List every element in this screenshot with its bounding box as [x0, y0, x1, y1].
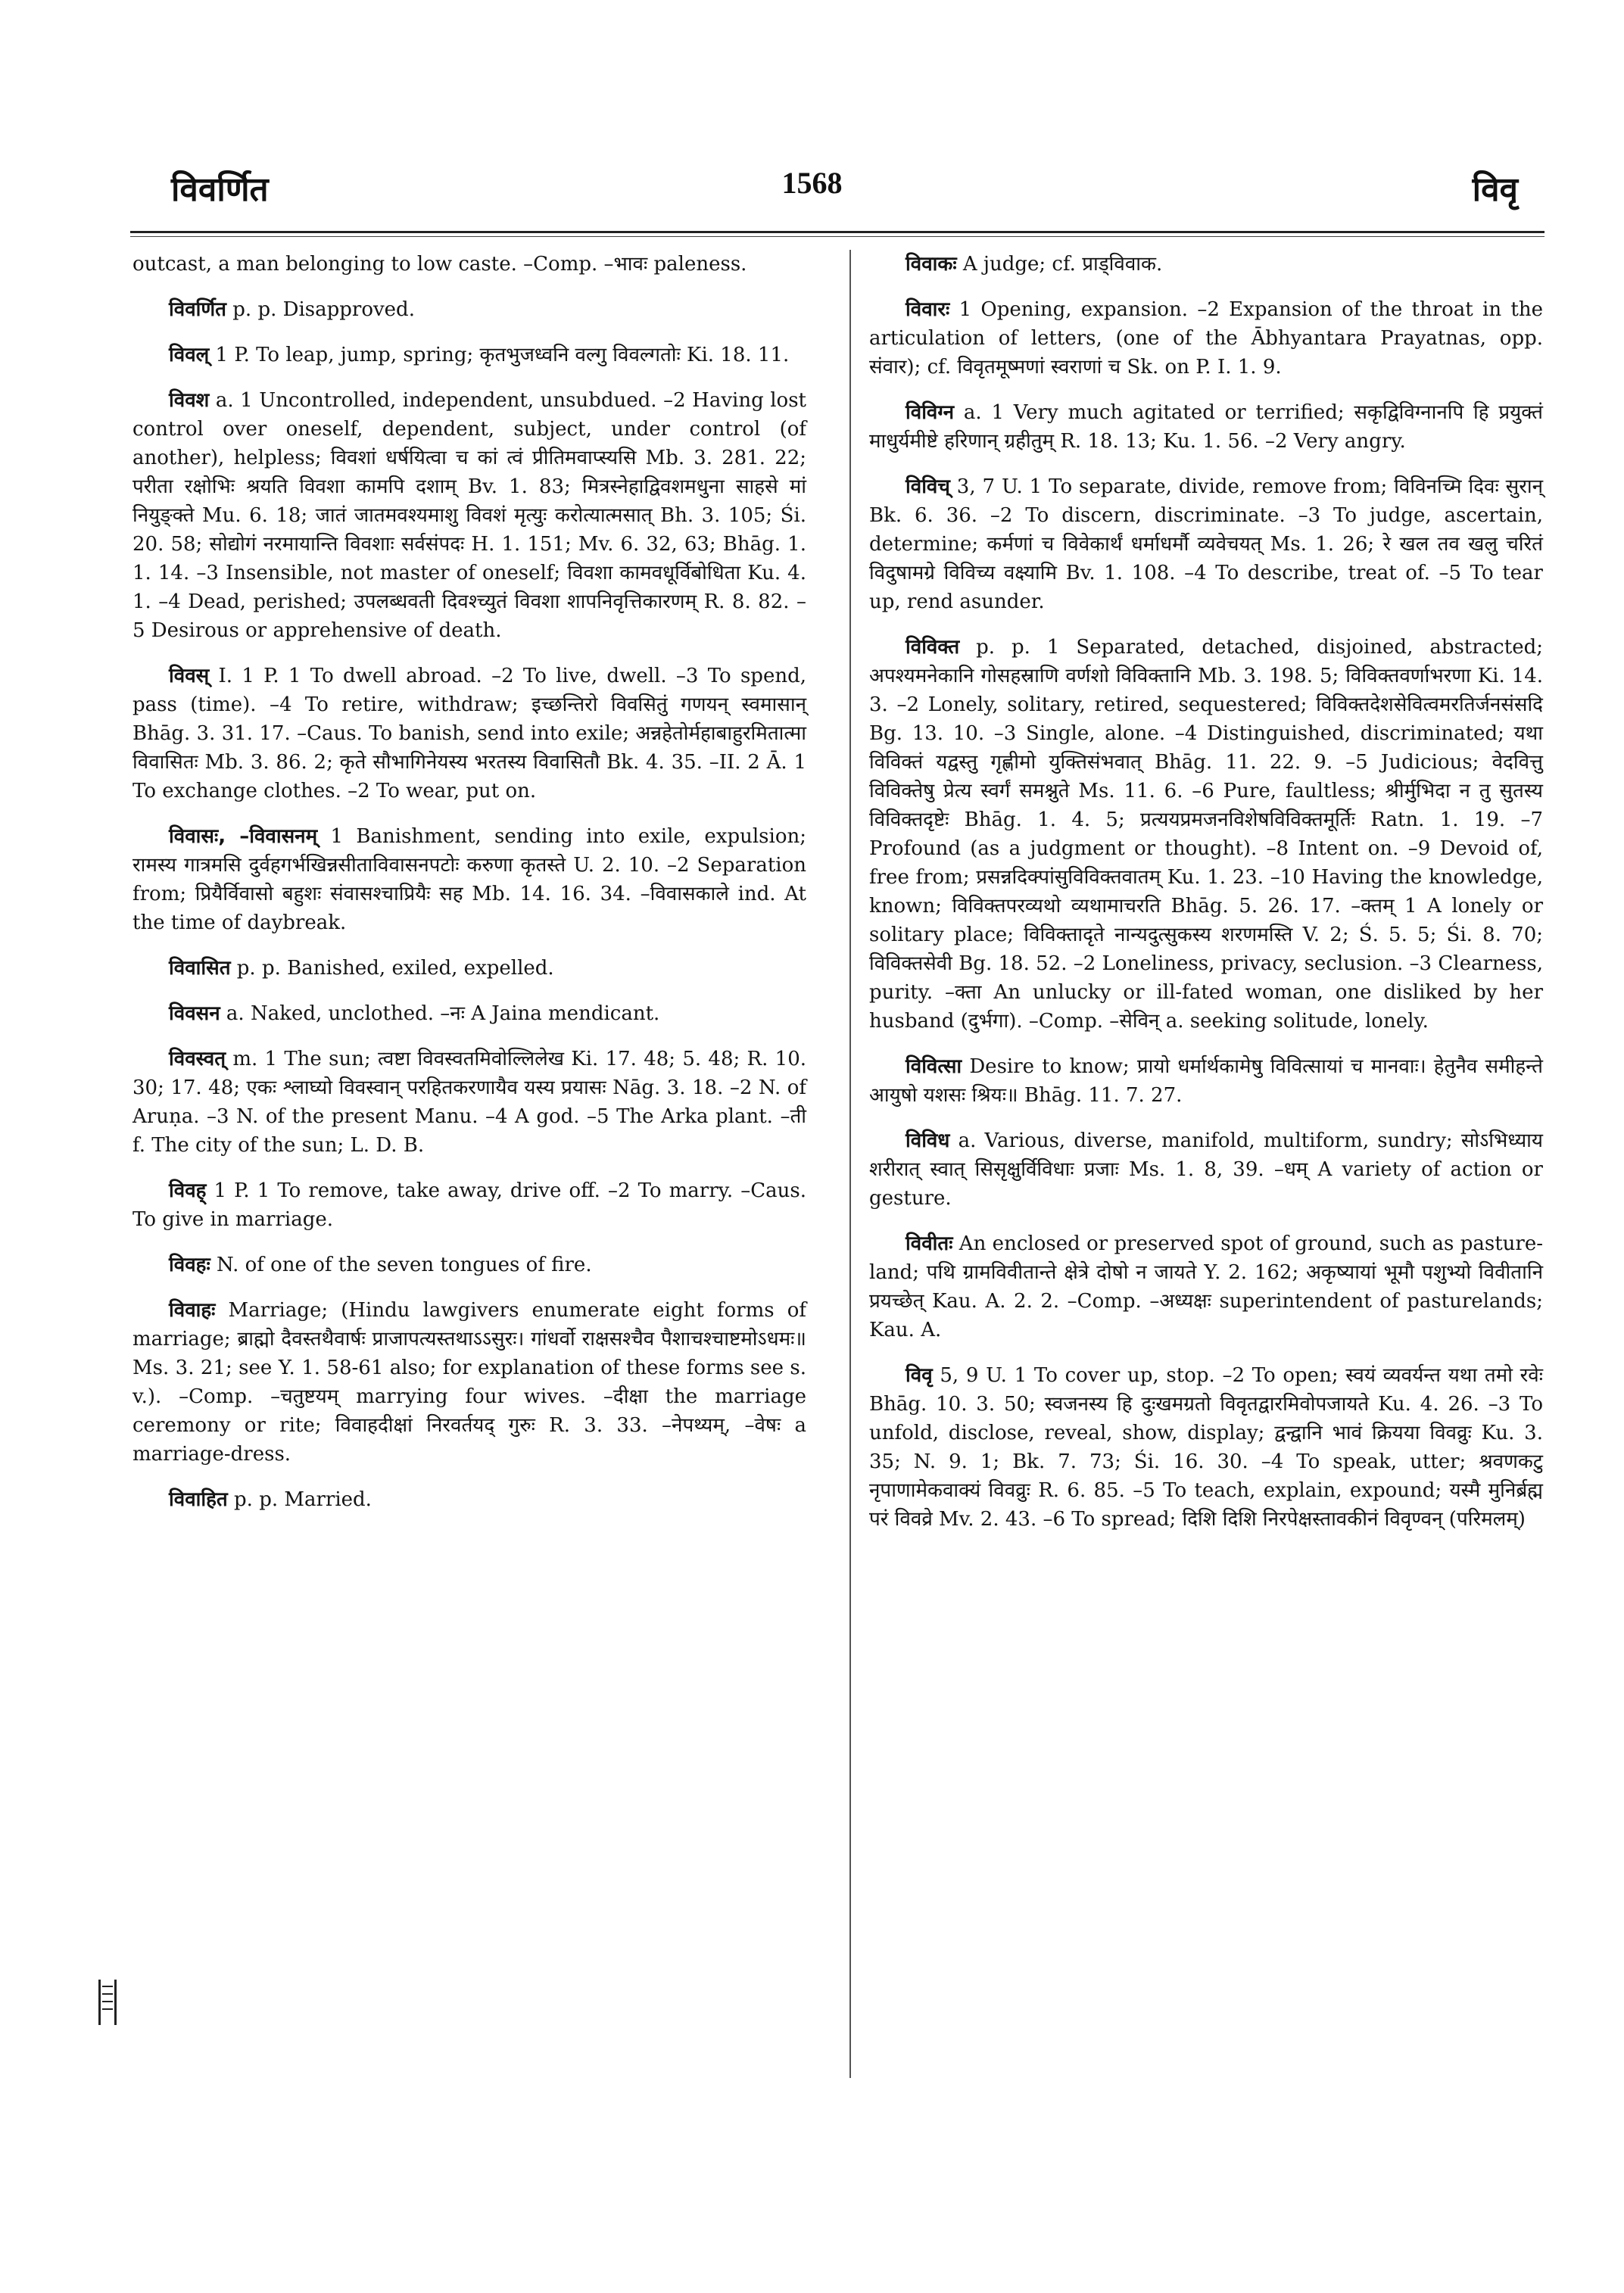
definition: a. 1 Uncontrolled, independent, unsubdued. –2 Having lost control over oneself, dependent, subject, under control (of another), helpless; विवशां धर्षयित्वा च कां त्वं प्रीतिमवाप्स्यसि Mb. 3. 281. 22; परीता रक्षोभिः श्रयति विवशा कामपि दशाम् Bv. 1. 83; मित्रस्नेहाद्विवशमधुना साहसे मां नियुङ्क्ते Mu. 6. 18; जातं जातमवश्यमाशु विवशं मृत्युः करोत्यात्मसात् Bh. 3. 105; Śi. 20. 58; सोद्योगं नरमायान्ति विवशाः सर्वसंपदः H. 1. 151; Mv. 6. 32, 63; Bhāg. 1. 1. 14. –3 Insensible, not master of oneself; विवशा कामवधूर्विबोधिता Ku. 4. 1. –4 Dead, perished; उपलब्धवती दिवश्च्युतं विवशा शापनिवृत्तिकारणम् R. 8. 82. –5 Desirous or apprehensive of death. — [132, 389, 806, 642]
dictionary-entry — [869, 472, 1543, 616]
definition: A judge; cf. प्राड्विवाक. — [956, 253, 1163, 276]
dictionary-entry — [132, 341, 806, 369]
definition: p. p. Married. — [227, 1488, 372, 1511]
headword: विवस् — [169, 665, 210, 687]
headword: विवहः — [169, 1254, 210, 1276]
dictionary-entry — [869, 398, 1543, 456]
headword: विवारः — [906, 298, 950, 321]
definition: 3, 7 U. 1 To separate, divide, remove from; विविनच्मि दिवः सुरान् Bk. 6. 36. –2 To discern, discriminate. –3 To judge, ascertain, determine; कर्मणां च विवेकार्थं धर्माधर्मौ व्यवेचयत् Ms. 1. 26; रे खल तव खलु चरितं विदुषामग्रे विविच्य वक्ष्यामि Bv. 1. 108. –4 To describe, treat of. –5 To tear up, rend asunder. — [869, 475, 1543, 613]
headword: विवसन — [169, 1002, 220, 1025]
dictionary-entry — [132, 954, 806, 983]
column-divider — [849, 250, 851, 2078]
definition: p. p. Banished, exiled, expelled. — [230, 957, 554, 980]
headword: विवर्णित — [169, 298, 226, 321]
dictionary-entry — [869, 1229, 1543, 1344]
dictionary-entry — [869, 295, 1543, 382]
definition: An enclosed or preserved spot of ground, such as pasture-land; पथि ग्रामविवीतान्ते क्षेत्रे दोषो न जायते Y. 2. 162; अकृष्यायां भूमौ पशुभ्यो विवीतानि प्रयच्छेत् Kau. A. 2. 2. –Comp. –अध्यक्षः superintendent of pasturelands; Kau. A. — [869, 1232, 1543, 1341]
definition: a. Naked, unclothed. –नः A Jaina mendicant. — [220, 1002, 660, 1025]
headword: विविच् — [906, 475, 950, 498]
dictionary-entry — [132, 250, 806, 279]
definition: Desire to know; प्रायो धर्मार्थकामेषु विवित्सायां च मानवाः। हेतुनैव समीहन्ते आयुषो यशसः श्रियः॥ Bhāg. 11. 7. 27. — [869, 1055, 1543, 1107]
definition: p. p. 1 Separated, detached, disjoined, abstracted; अपश्यमनेकानि गोसहस्राणि वर्णशो विविक्तानि Mb. 3. 198. 5; विविक्तवर्णाभरणा Ki. 14. 3. –2 Lonely, solitary, retired, sequestered; विविक्तदेशसेवित्वमरतिर्जनसंसदि Bg. 13. 10. –3 Single, alone. –4 Distinguished, discriminated; यथा विविक्तं यद्वस्तु गृह्णीमो युक्तिसंभवात् Bhāg. 11. 22. 9. –5 Judicious; वेदवित्तु विविक्तेषु प्रेत्य स्वर्गं समश्नुते Ms. 11. 6. –6 Pure, faultless; श्रीर्मुभिदा न तु सुतस्य विविक्तदृष्टेः Bhāg. 1. 4. 5; प्रत्ययप्रमजनविशेषविविक्तमूर्तिः Ratn. 1. 19. –7 Profound (as a judgment or thought). –8 Intent on. –9 Devoid of, free from; प्रसन्नदिक्पांसुविविक्तवातम् Ku. 1. 23. –10 Having the knowledge, known; विविक्तपरव्यथो व्यथामाचरति Bhāg. 5. 26. 17. –क्तम् 1 A lonely or solitary place; विविक्तादृते नान्यदुत्सुकस्य शरणमस्ति V. 2; Ś. 5. 5; Śi. 8. 70; विविक्तसेवी Bg. 18. 52. –2 Loneliness, privacy, seclusion. –3 Clearness, purity. –क्ता An unlucky or ill-fated woman, one disliked by her husband (दुर्भगा). –Comp. –सेविन् a. seeking solitude, lonely. — [869, 636, 1543, 1033]
headword: विविध — [906, 1129, 950, 1152]
dictionary-entry — [132, 1251, 806, 1279]
dictionary-entry — [132, 999, 806, 1028]
headword: विवस्वत् — [169, 1048, 226, 1070]
margin-mark — [98, 1980, 117, 2025]
dictionary-entry — [132, 1176, 806, 1234]
headword: विवाकः — [906, 253, 957, 276]
definition: I. 1 P. 1 To dwell abroad. –2 To live, dwell. –3 To spend, pass (time). –4 To retire, withdraw; इच्छन्तिरो विवसितुं गणयन् स्वमासान् Bhāg. 3. 31. 17. –Caus. To banish, send into exile; अन्नहेतोर्महाबाहुरमितात्मा विवासितः Mb. 3. 86. 2; कृते सौभागिनेयस्य भरतस्य विवासितौ Bk. 4. 35. –II. 2 Ā. 1 To exchange clothes. –2 To wear, put on. — [132, 665, 806, 802]
headword: विवासः, –विवासनम् — [169, 825, 318, 848]
right-column — [869, 250, 1543, 1550]
header-rule-thin — [130, 236, 1545, 237]
dictionary-entry — [132, 662, 806, 805]
headword: विवश — [169, 389, 210, 412]
definition: outcast, a man belonging to low caste. –Comp. –भावः paleness. — [132, 253, 747, 276]
dictionary-entry — [869, 1052, 1543, 1110]
headword: विविक्त — [906, 636, 960, 659]
page-number: 1568 — [781, 166, 843, 200]
headword: विवाहित — [169, 1488, 228, 1511]
definition: 1 P. 1 To remove, take away, drive off. –2 To marry. –Caus. To give in marriage. — [132, 1179, 806, 1231]
definition: N. of one of the seven tongues of fire. — [210, 1254, 592, 1276]
headword: विविग्न — [906, 401, 955, 424]
definition: 5, 9 U. 1 To cover up, stop. –2 To open; स्वयं व्यवर्यन्त यथा तमो रवेः Bhāg. 10. 3. 50; स्वजनस्य हि दुःखमग्रतो विवृतद्वारमिवोपजायते Ku. 4. 26. –3 To unfold, disclose, reveal, show, display; द्वन्द्वानि भावं क्रियया विवव्रुः Ku. 3. 35; N. 9. 1; Bk. 7. 73; Śi. 16. 30. –4 To speak, utter; श्रवणकटु नृपाणामेकवाक्यं विवव्रुः R. 6. 85. –5 To teach, explain, expound; यस्मै मुनिर्ब्रह्म परं विवव्रे Mv. 2. 43. –6 To spread; दिशि दिशि निरपेक्षस्तावकीनं विवृण्वन् (परिमलम्) — [869, 1364, 1543, 1531]
dictionary-entry — [132, 822, 806, 937]
headword: विवल् — [169, 344, 210, 366]
dictionary-entry — [132, 295, 806, 324]
left-column — [132, 250, 806, 1531]
header-left-catchword: विवर्णित — [171, 170, 269, 209]
headword: विवाहः — [169, 1299, 216, 1322]
dictionary-entry — [869, 1126, 1543, 1213]
headword: विवह् — [169, 1179, 207, 1202]
headword: विवासित — [169, 957, 231, 980]
definition: 1 P. To leap, jump, spring; कृतभुजध्वनि वल्गु विवल्गतोः Ki. 18. 11. — [209, 344, 790, 366]
definition: 1 Banishment, sending into exile, expulsion; रामस्य गात्रमसि दुर्वहगर्भखिन्नसीताविवासनपटोः करुणा कृतस्ते U. 2. 10. –2 Separation from; प्रियैर्विवासो बहुशः संवासश्चाप्रियैः सह Mb. 14. 16. 34. –विवासकाले ind. At the time of daybreak. — [132, 825, 806, 934]
dictionary-entry — [869, 1361, 1543, 1534]
definition: a. Various, diverse, manifold, multiform, sundry; सोऽभिध्याय शरीरात् स्वात् सिसृक्षुर्विविधाः प्रजाः Ms. 1. 8, 39. –धम् A variety of action or gesture. — [869, 1129, 1543, 1210]
definition: 1 Opening, expansion. –2 Expansion of the throat in the articulation of letters, (one of the Ābhyantara Prayatnas, opp. संवार); cf. विवृतमूष्मणां स्वराणां च Sk. on P. I. 1. 9. — [869, 298, 1543, 379]
definition: m. 1 The sun; त्वष्टा विवस्वतमिवोल्लिलेख Ki. 17. 48; 5. 48; R. 10. 30; 17. 48; एकः श्लाघ्यो विवस्वान् परहितकरणायैव यस्य प्रयासः Nāg. 3. 18. –2 N. of Aruṇa. –3 N. of the present Manu. –4 A god. –5 The Arka plant. –ती f. The city of the sun; L. D. B. — [132, 1048, 806, 1157]
dictionary-entry — [132, 1045, 806, 1160]
headword: विवीतः — [906, 1232, 953, 1255]
dictionary-entry — [132, 386, 806, 645]
definition: p. p. Disapproved. — [226, 298, 415, 321]
definition: Marriage; (Hindu lawgivers enumerate eight forms of marriage; ब्राह्मो दैवस्तथैवार्षः प्राजापत्यस्तथाऽऽसुरः। गांधर्वो राक्षसश्चैव पैशाचश्चाष्टमोऽधमः॥ Ms. 3. 21; see Y. 1. 58-61 also; for explanation of these forms see s. v.). –Comp. –चतुष्टयम् marrying four wives. –दीक्षा the marriage ceremony or rite; विवाहदीक्षां निरवर्तयद् गुरुः R. 3. 33. –नेपथ्यम्, –वेषः a marriage-dress. — [132, 1299, 806, 1466]
header-right-catchword: विवृ — [1472, 170, 1518, 209]
headword: विवृ — [906, 1364, 933, 1387]
dictionary-entry — [869, 250, 1543, 279]
dictionary-entry — [869, 633, 1543, 1036]
header-rule-thick — [130, 231, 1545, 233]
headword: विवित्सा — [906, 1055, 962, 1078]
dictionary-entry — [132, 1296, 806, 1469]
definition: a. 1 Very much agitated or terrified; सकृद्विविग्नानपि हि प्रयुक्तं माधुर्यमीष्टे हरिणान् ग्रहीतुम् R. 18. 13; Ku. 1. 56. –2 Very angry. — [869, 401, 1543, 453]
dictionary-entry — [132, 1485, 806, 1514]
